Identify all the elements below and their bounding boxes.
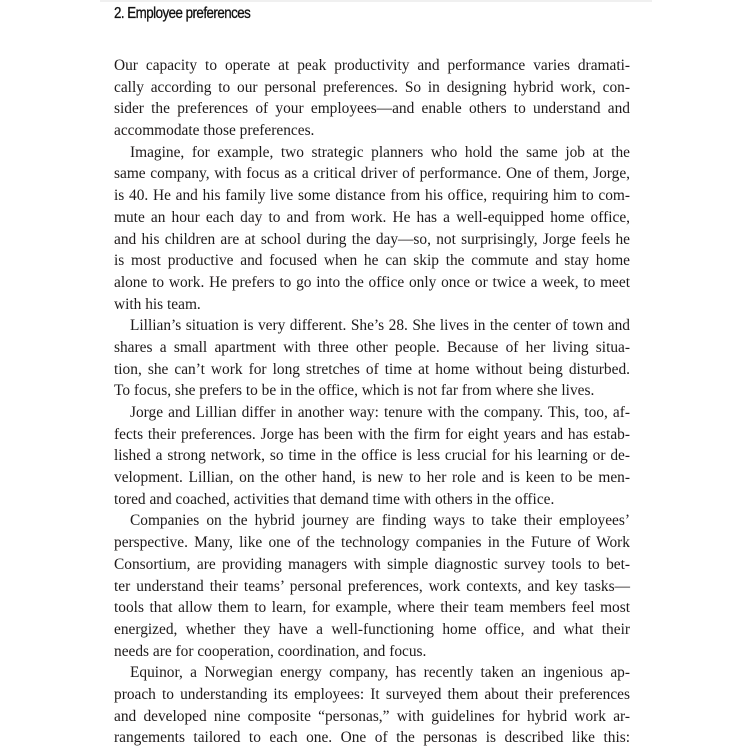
text-line: tored and coached, activities that demand time with others in the office. <box>114 490 555 508</box>
text-line: Lillian’s situation is very different. She’s 28. She lives in the center of town and <box>130 317 630 335</box>
paragraph <box>114 315 630 402</box>
text-line: rangements tailored to each one. One of the personas is described like this: <box>114 729 630 747</box>
text-line: energized, whether they have a well-functioning home office, and what their <box>114 620 630 638</box>
text-line: cally according to our personal preferences. So in designing hybrid work, con- <box>114 78 630 96</box>
text-line: and his children are at school during the day—so, not surprisingly, Jorge feels he <box>114 230 630 248</box>
text-line: and developed nine composite “personas,” with guidelines for hybrid work ar- <box>114 707 630 725</box>
text-line: lished a strong network, so time in the office is less crucial for his learning or de- <box>114 447 630 465</box>
paragraph <box>114 510 630 662</box>
text-line: Our capacity to operate at peak productivity and performance varies dramati- <box>114 57 630 74</box>
page-top-rule <box>100 0 652 2</box>
text-line: ter understand their teams’ personal preferences, work contexts, and key tasks— <box>114 577 630 595</box>
text-line: tion, she can’t work for long stretches of time at home without being disturbed. <box>114 360 630 378</box>
text-line: is 40. He and his family live some distance from his office, requiring him to com- <box>114 187 630 205</box>
text-line: shares a small apartment with three other people. Because of her living situa- <box>114 338 630 356</box>
paragraph <box>114 55 630 142</box>
text-line: velopment. Lillian, on the other hand, is new to her role and is keen to be men- <box>114 469 630 487</box>
section-heading: 2. Employee preferences <box>114 5 251 22</box>
text-line: with his team. <box>114 295 201 313</box>
text-line: Equinor, a Norwegian energy company, has recently taken an ingenious ap- <box>130 664 630 682</box>
text-line: Companies on the hybrid journey are finding ways to take their employees’ <box>130 512 630 530</box>
text-line: mute an hour each day to and from work. He has a well-equipped home office, <box>114 208 630 226</box>
text-line: Jorge and Lillian differ in another way: tenure with the company. This, too, af- <box>130 404 630 421</box>
text-line: alone to work. He prefers to go into the office only once or twice a week, to meet <box>114 273 630 291</box>
paragraph <box>114 662 630 749</box>
paragraph <box>114 142 630 316</box>
text-line: needs are for cooperation, coordination, and focus. <box>114 642 427 660</box>
text-line: To focus, she prefers to be in the office, which is not far from where she lives. <box>114 382 595 400</box>
text-line: same company, with focus as a critical driver of performance. One of them, Jorge, <box>114 165 630 183</box>
text-line: perspective. Many, like one of the technology companies in the Future of Work <box>114 534 630 552</box>
paragraph <box>114 402 630 510</box>
text-line: accommodate those preferences. <box>114 122 315 140</box>
text-line: Consortium, are providing managers with simple diagnostic survey tools to bet- <box>114 555 630 573</box>
text-line: proach to understanding its employees: It surveyed them about their preferences <box>114 685 630 703</box>
text-line: Imagine, for example, two strategic planners who hold the same job at the <box>130 143 630 161</box>
text-line: sider the preferences of your employees—and enable others to understand and <box>114 100 630 118</box>
body-text <box>114 55 630 749</box>
text-line: fects their preferences. Jorge has been with the firm for eight years and has estab- <box>114 425 630 443</box>
text-line: is most productive and focused when he can skip the commute and stay home <box>114 252 630 270</box>
text-line: tools that allow them to learn, for example, where their team members feel most <box>114 599 630 617</box>
